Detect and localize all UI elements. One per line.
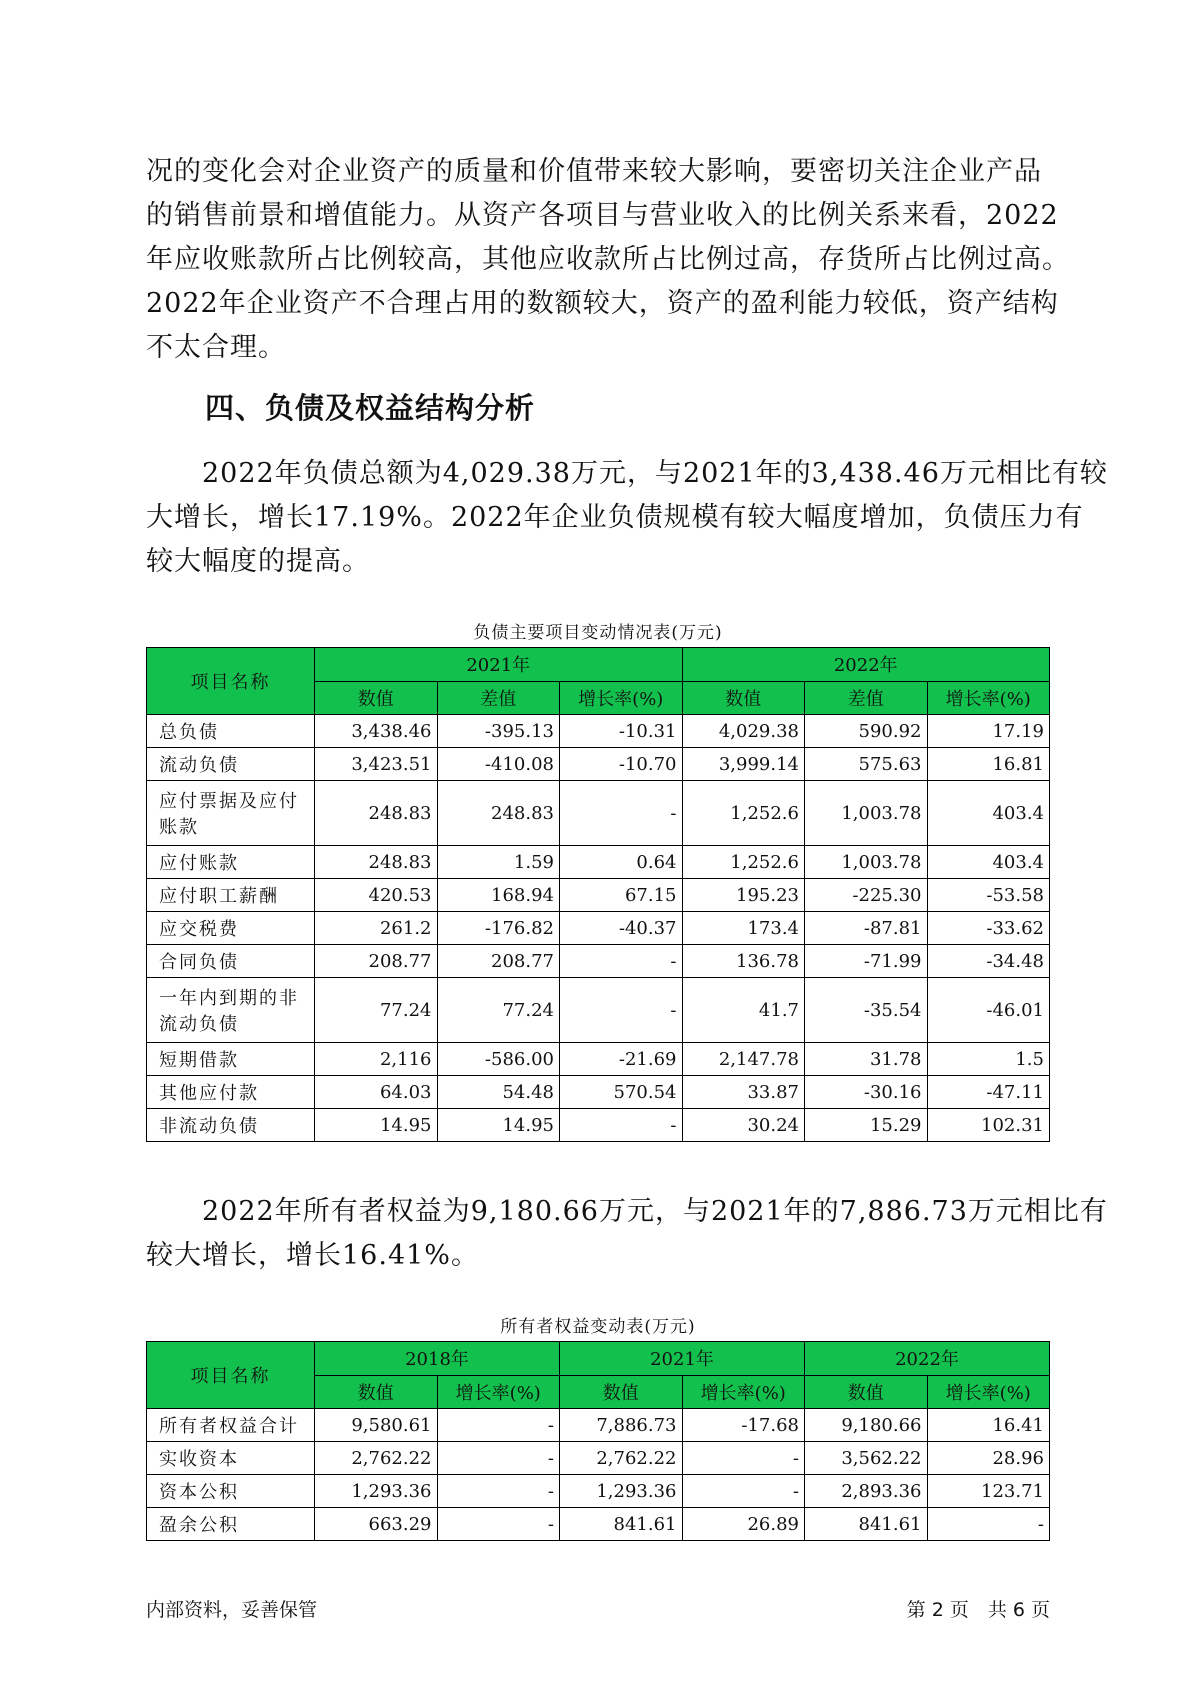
table-cell: 2,116 [315,1043,438,1076]
table-cell: 168.94 [437,879,560,912]
row-label: 盈余公积 [147,1508,315,1541]
row-label: 非流动负债 [147,1109,315,1142]
table-cell: -17.68 [682,1409,805,1442]
table-cell: -33.62 [927,912,1050,945]
table-cell: 14.95 [437,1109,560,1142]
row-label: 流动负债 [147,748,315,781]
row-label: 所有者权益合计 [147,1409,315,1442]
table-cell: 173.4 [682,912,805,945]
table-cell: - [437,1409,560,1442]
row-label: 一年内到期的非流动负债 [147,978,315,1043]
column-header-item-name: 项目名称 [147,1342,315,1409]
table-cell: 67.15 [560,879,683,912]
table-cell: 3,438.46 [315,715,438,748]
table-cell: 261.2 [315,912,438,945]
table-cell: 64.03 [315,1076,438,1109]
table-row [147,1475,1050,1508]
table-cell: -40.37 [560,912,683,945]
table-cell: 1.59 [437,846,560,879]
table-cell: 248.83 [315,781,438,846]
table-cell: 841.61 [805,1508,928,1541]
column-header: 差值 [805,681,928,715]
table-cell: -30.16 [805,1076,928,1109]
table-cell: -71.99 [805,945,928,978]
table-cell: 77.24 [437,978,560,1043]
year-header: 2022年 [805,1342,1050,1376]
liabilities-table [146,647,1050,1142]
column-header: 增长率(%) [437,1375,560,1409]
page-number: 第 2 页 共 6 页 [906,1599,1050,1621]
table-cell: -46.01 [927,978,1050,1043]
table-row [147,912,1050,945]
table-row [147,715,1050,748]
table-cell: 15.29 [805,1109,928,1142]
table-row [147,781,1050,846]
table-cell: 2,147.78 [682,1043,805,1076]
table-row [147,1442,1050,1475]
table-caption-equity: 所有者权益变动表(万元) [500,1317,696,1337]
body-paragraph-1 [146,150,1070,370]
row-label: 应付账款 [147,846,315,879]
table-cell: 102.31 [927,1109,1050,1142]
column-header: 增长率(%) [927,1375,1050,1409]
table-cell: 33.87 [682,1076,805,1109]
column-header-item-name: 项目名称 [147,648,315,715]
table-cell: 248.83 [437,781,560,846]
table-cell: 1,003.78 [805,846,928,879]
year-header: 2018年 [315,1342,560,1376]
table-cell: 2,762.22 [560,1442,683,1475]
table-cell: 16.81 [927,748,1050,781]
table-cell: 77.24 [315,978,438,1043]
row-label: 其他应付款 [147,1076,315,1109]
table-cell: 26.89 [682,1508,805,1541]
table-cell: 3,999.14 [682,748,805,781]
table-cell: 208.77 [315,945,438,978]
text-line: 较大幅度的提高。 [146,546,370,577]
table-cell: -21.69 [560,1043,683,1076]
column-header: 数值 [805,1375,928,1409]
table-row [147,1043,1050,1076]
year-header: 2022年 [682,648,1050,682]
table-cell: 841.61 [560,1508,683,1541]
table-cell: -87.81 [805,912,928,945]
table-cell: 195.23 [682,879,805,912]
liabilities-table-body [147,715,1050,1142]
table-row [147,1109,1050,1142]
table-row [147,1508,1050,1541]
table-cell: - [560,1109,683,1142]
table-cell: 663.29 [315,1508,438,1541]
table-cell: 420.53 [315,879,438,912]
column-header: 增长率(%) [682,1375,805,1409]
table-cell: -10.31 [560,715,683,748]
table-row [147,1409,1050,1442]
table-cell: 4,029.38 [682,715,805,748]
table-cell: - [682,1442,805,1475]
table-cell: 28.96 [927,1442,1050,1475]
table-cell: 54.48 [437,1076,560,1109]
table-row [147,978,1050,1043]
table-cell: -410.08 [437,748,560,781]
row-label: 应交税费 [147,912,315,945]
table-cell: 9,180.66 [805,1409,928,1442]
table-cell: 3,423.51 [315,748,438,781]
table-cell: - [927,1508,1050,1541]
table-cell: 208.77 [437,945,560,978]
row-label: 实收资本 [147,1442,315,1475]
table-cell: 248.83 [315,846,438,879]
year-header: 2021年 [560,1342,805,1376]
equity-table-body [147,1409,1050,1541]
table-cell: 0.64 [560,846,683,879]
table-cell: -35.54 [805,978,928,1043]
table-cell: 2,893.36 [805,1475,928,1508]
text-line: 2022年负债总额为4,029.38万元，与2021年的3,438.46万元相比有较 [146,458,1108,489]
table-cell: 1,293.36 [560,1475,683,1508]
table-cell: 1.5 [927,1043,1050,1076]
table-cell: 403.4 [927,846,1050,879]
section-heading: 四、负债及权益结构分析 [205,391,536,425]
table-cell: -176.82 [437,912,560,945]
body-paragraph-3 [146,1190,1108,1278]
row-label: 资本公积 [147,1475,315,1508]
column-header: 增长率(%) [927,681,1050,715]
text-line: 年应收账款所占比例较高，其他应收款所占比例过高，存货所占比例过高。 [146,244,1070,275]
text-line: 2022年企业资产不合理占用的数额较大，资产的盈利能力较低，资产结构 [146,288,1059,319]
text-line: 较大增长，增长16.41%。 [146,1240,479,1271]
table-cell: - [437,1475,560,1508]
column-header: 数值 [560,1375,683,1409]
text-line: 不太合理。 [146,332,286,363]
row-label: 短期借款 [147,1043,315,1076]
table-cell: -10.70 [560,748,683,781]
table-cell: 590.92 [805,715,928,748]
footer-note: 内部资料，妥善保管 [146,1599,318,1621]
text-line: 大增长，增长17.19%。2022年企业负债规模有较大幅度增加，负债压力有 [146,502,1084,533]
table-row [147,1076,1050,1109]
table-cell: 575.63 [805,748,928,781]
table-cell: 2,762.22 [315,1442,438,1475]
table-cell: 31.78 [805,1043,928,1076]
table-cell: 136.78 [682,945,805,978]
table-cell: -34.48 [927,945,1050,978]
table-cell: -47.11 [927,1076,1050,1109]
table-caption-liabilities: 负债主要项目变动情况表(万元) [473,623,723,643]
table-cell: - [560,978,683,1043]
table-cell: 7,886.73 [560,1409,683,1442]
column-header: 数值 [315,1375,438,1409]
table-cell: 41.7 [682,978,805,1043]
row-label: 应付职工薪酬 [147,879,315,912]
table-cell: 17.19 [927,715,1050,748]
table-cell: 1,252.6 [682,846,805,879]
equity-table [146,1341,1050,1541]
table-cell: 123.71 [927,1475,1050,1508]
table-row [147,879,1050,912]
row-label: 应付票据及应付账款 [147,781,315,846]
year-header: 2021年 [315,648,683,682]
table-row [147,748,1050,781]
column-header: 数值 [682,681,805,715]
table-row [147,945,1050,978]
table-row [147,846,1050,879]
table-cell: -225.30 [805,879,928,912]
text-line: 况的变化会对企业资产的质量和价值带来较大影响，要密切关注企业产品 [146,156,1042,187]
column-header: 数值 [315,681,438,715]
text-line: 的销售前景和增值能力。从资产各项目与营业收入的比例关系来看，2022 [146,200,1059,231]
row-label: 总负债 [147,715,315,748]
table-cell: - [560,781,683,846]
column-header: 增长率(%) [560,681,683,715]
table-cell: 14.95 [315,1109,438,1142]
body-paragraph-2 [146,452,1108,584]
table-cell: 30.24 [682,1109,805,1142]
table-cell: 1,252.6 [682,781,805,846]
table-cell: 3,562.22 [805,1442,928,1475]
table-cell: 1,293.36 [315,1475,438,1508]
table-cell: -586.00 [437,1043,560,1076]
row-label: 合同负债 [147,945,315,978]
table-cell: - [682,1475,805,1508]
table-cell: 9,580.61 [315,1409,438,1442]
table-cell: - [437,1508,560,1541]
table-cell: 570.54 [560,1076,683,1109]
table-cell: -395.13 [437,715,560,748]
table-cell: - [560,945,683,978]
table-cell: -53.58 [927,879,1050,912]
table-cell: 16.41 [927,1409,1050,1442]
table-cell: - [437,1442,560,1475]
table-cell: 1,003.78 [805,781,928,846]
column-header: 差值 [437,681,560,715]
table-cell: 403.4 [927,781,1050,846]
text-line: 2022年所有者权益为9,180.66万元，与2021年的7,886.73万元相比有 [146,1196,1108,1227]
